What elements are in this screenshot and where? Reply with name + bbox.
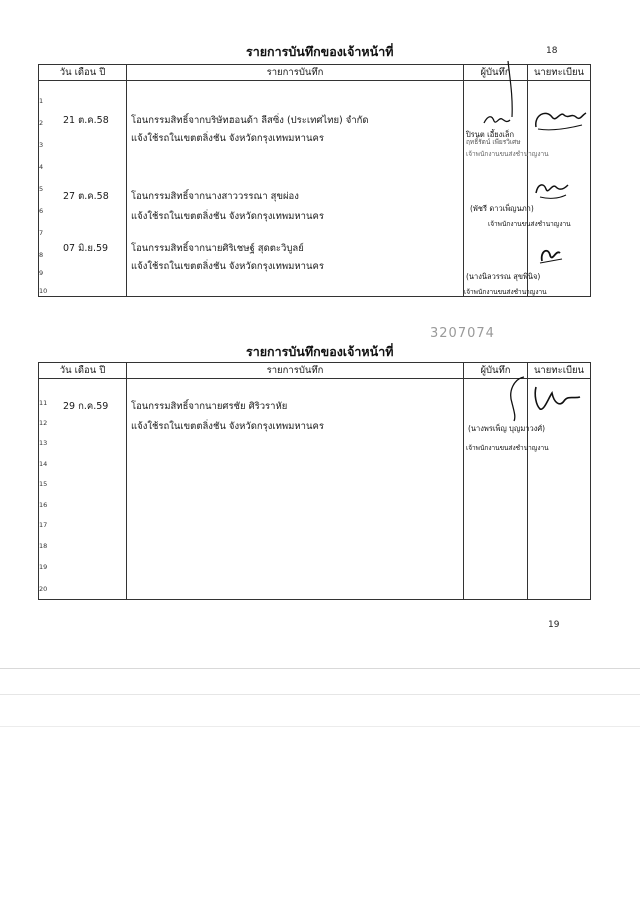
entry-text: แจ้งใช้รถในเขตตลิ่งชัน จังหวัดกรุงเทพมหานคร [131, 421, 324, 432]
entry-date: 21 ต.ค.58 [63, 115, 109, 126]
row-number: 7 [39, 229, 44, 237]
header-recorder: ผู้บันทึก [464, 363, 528, 379]
row-number: 1 [39, 97, 44, 105]
top-record-table [38, 64, 591, 297]
row-number: 17 [39, 521, 48, 529]
registrar-signature [536, 245, 566, 267]
header-record: รายการบันทึก [127, 363, 464, 379]
bottom-table-title: รายการบันทึกของเจ้าหน้าที่ [246, 344, 394, 359]
header-recorder: ผู้บันทึก [464, 65, 528, 81]
bottom-record-column [127, 379, 464, 600]
row-number: 12 [39, 419, 48, 427]
recorder-name: ปิรนต เอี้ยงเล็ก [466, 130, 514, 139]
row-number: 10 [39, 287, 48, 295]
entry-text: แจ้งใช้รถในเขตตลิ่งชัน จังหวัดกรุงเทพมหานคร [131, 211, 324, 222]
row-number: 4 [39, 163, 44, 171]
top-table-title: รายการบันทึกของเจ้าหน้าที่ [246, 44, 394, 59]
header-registrar: นายทะเบียน [528, 363, 591, 379]
header-registrar: นายทะเบียน [528, 65, 591, 81]
entry-date: 29 ก.ค.59 [63, 401, 109, 412]
entry-text: โอนกรรมสิทธิ์จากนางสาววรรณา สุขผ่อง [131, 191, 299, 202]
row-number: 2 [39, 119, 44, 127]
entry-date: 27 ต.ค.58 [63, 191, 109, 202]
header-date: วัน เดือน ปี [39, 363, 127, 379]
registrar-signature [532, 107, 588, 133]
row-number: 13 [39, 439, 48, 447]
row-number: 19 [39, 563, 48, 571]
bottom-record-table [38, 362, 591, 600]
recorder-name: (นางนิลวรรณ สุขพินิจ) [466, 272, 541, 281]
bottom-page-number: 19 [548, 620, 560, 630]
row-number: 9 [39, 269, 44, 277]
row-number: 11 [39, 399, 48, 407]
entry-date: 07 มิ.ย.59 [63, 243, 109, 254]
row-number: 3 [39, 141, 44, 149]
entry-text: แจ้งใช้รถในเขตตลิ่งชัน จังหวัดกรุงเทพมหานคร [131, 133, 324, 144]
registrar-title-faint: เจ้าพนักงานขนส่งชำนาญงาน [466, 150, 549, 158]
recorder-title: เจ้าพนักงานขนส่งชำนาญงาน [488, 220, 571, 228]
row-number: 20 [39, 585, 48, 593]
entry-text: โอนกรรมสิทธิ์จากนายศรชัย ศิริวราหัย [131, 401, 288, 412]
registrar-signature [532, 179, 572, 201]
recorder-title: เจ้าพนักงานขนส่งชำนาญงาน [466, 444, 549, 452]
recorder-name: (นางพรเพ็ญ บุญมาวงศ์) [468, 424, 546, 433]
row-number: 5 [39, 185, 44, 193]
recorder-signature-line [502, 373, 528, 423]
row-number: 8 [39, 251, 44, 259]
bottom-date-column [39, 379, 127, 600]
header-date: วัน เดือน ปี [39, 65, 127, 81]
registrar-name-faint: ฤทธิ์รัตน์ เพียรวิเศษ [466, 138, 521, 146]
header-record: รายการบันทึก [127, 65, 464, 81]
recorder-name: (พัชรี ดาวเพ็ญนภา) [470, 204, 534, 213]
entry-text: แจ้งใช้รถในเขตตลิ่งชัน จังหวัดกรุงเทพมหานคร [131, 261, 324, 272]
recorder-title: เจ้าพนักงานขนส่งชำนาญงาน [464, 288, 547, 296]
recorder-signature-line [504, 59, 518, 119]
row-number: 14 [39, 460, 48, 468]
row-number: 6 [39, 207, 44, 215]
entry-text: โอนกรรมสิทธิ์จากบริษัทฮอนด้า ลีสซิ่ง (ประเทศไทย) จำกัด [131, 115, 369, 126]
top-date-column [39, 81, 127, 297]
bottom-recorder-column [464, 379, 546, 600]
top-record-column [127, 81, 464, 297]
row-number: 15 [39, 480, 48, 488]
top-page-number: 18 [546, 46, 558, 56]
row-number: 18 [39, 542, 48, 550]
registrar-signature [530, 383, 588, 413]
row-number: 16 [39, 501, 48, 509]
entry-text: โอนกรรมสิทธิ์จากนายศิริเชษฐ์ สุดตะวิบูลย์ [131, 243, 304, 254]
faded-stamp-number: 3207074 [430, 326, 495, 341]
